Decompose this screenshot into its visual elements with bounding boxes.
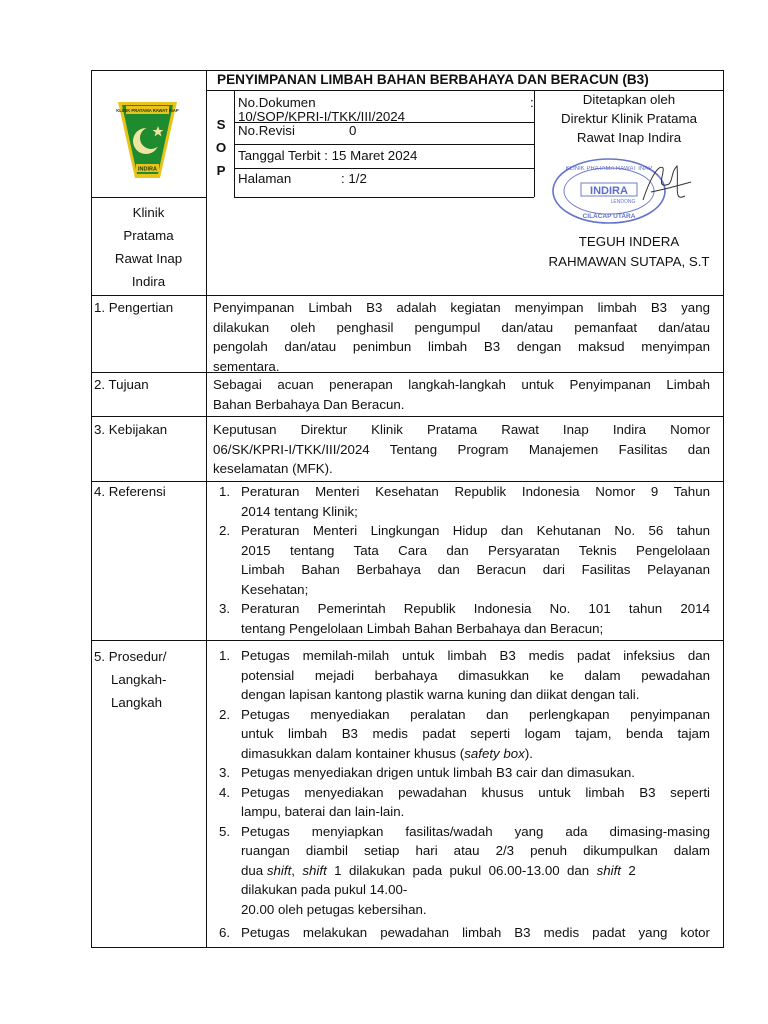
list-item-line bbox=[241, 744, 710, 764]
list-item bbox=[213, 783, 710, 822]
logo-divider bbox=[91, 197, 206, 198]
tanggal-terbit: Tanggal Terbit : 15 Maret 2024 bbox=[238, 148, 418, 163]
clinic-name-1: Klinik bbox=[132, 205, 165, 220]
italic-text: safety box bbox=[464, 745, 525, 761]
pengertian-label: 1. Pengertian bbox=[94, 300, 174, 315]
list-item-line: lampu, baterai dan lain-lain. bbox=[241, 804, 405, 819]
clinic-name-3: Rawat Inap bbox=[114, 251, 183, 266]
prosedur-label bbox=[94, 645, 204, 714]
list-item-line: potensial mejadi berbahaya dimasukkan ke dalam pewadahan bbox=[241, 667, 710, 683]
text-run: dua bbox=[241, 862, 267, 878]
halaman-value: : 1/2 bbox=[341, 171, 367, 186]
official-stamp bbox=[551, 156, 701, 226]
pengertian-line: sementara. bbox=[213, 358, 280, 374]
italic-text: shift bbox=[266, 862, 292, 878]
list-item-line bbox=[241, 861, 710, 881]
list-item-number: 2. bbox=[219, 523, 231, 538]
list-item-number: 5. bbox=[219, 823, 231, 839]
list-item-number: 4. bbox=[219, 784, 231, 800]
list-item-number: 1. bbox=[219, 484, 231, 499]
logo-bottom-text: INDIRA bbox=[138, 166, 157, 173]
list-item-line: tentang Pengelolaan Limbah Bahan Berbahaya dan Beracun; bbox=[241, 620, 604, 636]
no-dokumen-colon: : bbox=[530, 95, 534, 110]
italic-text: shift bbox=[596, 862, 621, 878]
column-divider bbox=[206, 70, 207, 948]
list-item-line: Kesehatan; bbox=[241, 581, 309, 597]
text-run: , bbox=[291, 862, 303, 878]
stamp-center-text: INDIRA bbox=[590, 185, 628, 197]
list-item-line: 20.00 oleh petugas kebersihan. bbox=[241, 901, 427, 917]
list-item-line: dengan lapisan kantong plastik warna kuning dan diikat dengan tali. bbox=[241, 687, 640, 702]
stamp-sub-text: LENDONG bbox=[610, 199, 636, 205]
list-item bbox=[213, 763, 710, 783]
document-title: PENYIMPANAN LIMBAH BAHAN BERBAHAYA DAN BERACUN (B3) bbox=[217, 72, 649, 87]
kebijakan-text bbox=[213, 420, 710, 479]
kebijakan-line: keselamatan (MFK). bbox=[213, 461, 333, 476]
tujuan-text bbox=[213, 375, 710, 414]
list-item-line: Petugas melakukan pewadahan limbah B3 medis padat yang kotor bbox=[241, 925, 710, 940]
referensi-bottom-line bbox=[91, 640, 724, 641]
list-item-line: Petugas menyediakan pewadahan khusus untuk limbah B3 seperti bbox=[241, 784, 710, 800]
list-item-line: dilakukan pada pukul 14.00- bbox=[241, 882, 408, 897]
header-bottom-line bbox=[91, 295, 724, 296]
doc-row-line-4 bbox=[234, 197, 534, 198]
list-item bbox=[213, 923, 710, 943]
list-item bbox=[213, 521, 710, 599]
director-name-2: RAHMAWAN SUTAPA, S.T bbox=[548, 254, 710, 269]
no-revisi-value: 0 bbox=[349, 123, 357, 138]
sop-document bbox=[91, 70, 724, 948]
list-item-number: 3. bbox=[219, 601, 231, 616]
ditetapkan-line-2: Direktur Klinik Pratama bbox=[561, 111, 697, 126]
kebijakan-line: Keputusan Direktur Klinik Pratama Rawat Inap Indira Nomor bbox=[213, 422, 710, 437]
logo-top-text: KLINIK PRATAMA RAWAT INAP bbox=[116, 108, 179, 113]
clinic-logo bbox=[116, 100, 179, 180]
pengertian-line: Penyimpanan Limbah B3 adalah kegiatan menyimpan limbah B3 yang bbox=[213, 300, 710, 315]
tujuan-line: Sebagai acuan penerapan langkah-langkah untuk Penyimpanan Limbah bbox=[213, 377, 710, 392]
no-dokumen-label: No.Dokumen bbox=[238, 95, 316, 110]
text-run: 1 dilakukan pada pukul 06.00-13.00 dan bbox=[326, 862, 597, 878]
list-item-line: Peraturan Menteri Lingkungan Hidup dan Kehutanan No. 56 tahun bbox=[241, 523, 710, 538]
no-revisi-label: No.Revisi bbox=[238, 123, 295, 138]
ditetapkan-line-1: Ditetapkan oleh bbox=[582, 92, 676, 107]
list-item-line: ruangan diambil setiap hari atau 2/3 penuh dikumpulkan dalam bbox=[241, 843, 710, 858]
pengertian-text bbox=[213, 298, 710, 376]
text-run: ). bbox=[524, 745, 533, 761]
halaman-label: Halaman bbox=[238, 171, 292, 186]
border-bottom bbox=[91, 947, 724, 948]
list-item-line: Peraturan Pemerintah Republik Indonesia No. 101 tahun 2014 bbox=[241, 601, 710, 616]
list-item-line: Petugas menyediakan peralatan dan perlengkapan penyimpanan bbox=[241, 706, 710, 722]
prosedur-label-line: Langkah- bbox=[111, 672, 167, 687]
list-item-number: 2. bbox=[219, 706, 231, 722]
list-item bbox=[213, 599, 710, 638]
clinic-name-4: Indira bbox=[131, 274, 166, 289]
list-item bbox=[213, 705, 710, 764]
doc-row-line-2 bbox=[234, 144, 534, 145]
list-item-line: Petugas menyediakan drigen untuk limbah B3 cair dan dimasukan. bbox=[241, 765, 635, 780]
no-dokumen-value: 10/SOP/KPRI-I/TKK/III/2024 bbox=[238, 110, 406, 122]
list-item-line: Petugas memilah-milah untuk limbah B3 medis padat infeksius dan bbox=[241, 648, 710, 663]
list-item-line: untuk limbah B3 medis padat seperti logam tajam, benda tajam bbox=[241, 726, 710, 741]
list-item-line: 2014 tentang Klinik; bbox=[241, 503, 358, 519]
director-name-1: TEGUH INDERA bbox=[578, 234, 680, 249]
prosedur-label-line: 5. Prosedur/ bbox=[94, 649, 167, 664]
list-item-line: Peraturan Menteri Kesehatan Republik Indonesia Nomor 9 Tahun bbox=[241, 484, 710, 499]
sop-letter-s: S bbox=[216, 117, 226, 132]
clinic-name-2: Pratama bbox=[123, 228, 174, 243]
kebijakan-label: 3. Kebijakan bbox=[94, 422, 168, 437]
stamp-bottom-text: CILACAP UTARA bbox=[582, 213, 636, 220]
border-right bbox=[723, 70, 724, 948]
prosedur-list bbox=[213, 646, 710, 943]
list-item-line: Petugas menyiapkan fasilitas/wadah yang ada dimasing-masing bbox=[241, 823, 710, 839]
kebijakan-line: 06/SK/KPRI-I/TKK/III/2024 Tentang Program Manajemen Fasilitas dan bbox=[213, 441, 710, 457]
list-item-number: 3. bbox=[219, 765, 231, 780]
pengertian-line: pengolah dan/atau penimbun limbah B3 dengan maksud menyimpan bbox=[213, 339, 710, 354]
referensi-label: 4. Referensi bbox=[94, 484, 166, 499]
text-run: 2 bbox=[620, 862, 636, 878]
list-item-number: 6. bbox=[219, 925, 231, 940]
list-item bbox=[213, 482, 710, 521]
tujuan-label: 2. Tujuan bbox=[94, 377, 149, 392]
pengertian-line: dilakukan oleh penghasil pengumpul dan/atau pemanfaat dan/atau bbox=[213, 319, 710, 335]
sop-letter-p: P bbox=[216, 163, 226, 178]
referensi-list bbox=[213, 482, 710, 638]
ditetapkan-line-3: Rawat Inap Indira bbox=[576, 130, 682, 145]
tujuan-bottom-line bbox=[91, 416, 724, 417]
prosedur-label-line: Langkah bbox=[111, 695, 163, 710]
list-item bbox=[213, 822, 710, 920]
text-run: dimasukkan dalam kontainer khusus ( bbox=[241, 745, 465, 761]
list-item bbox=[213, 646, 710, 705]
tujuan-line: Bahan Berbahaya Dan Beracun. bbox=[213, 396, 405, 412]
stamp-ring-text: KLINIK PRATAMA RAWAT INAP bbox=[565, 166, 653, 172]
sop-letter-o: O bbox=[215, 140, 227, 155]
list-item-line: 2015 tentang Tata Cara dan Persyaratan Teknis Pengelolaan bbox=[241, 542, 710, 558]
list-item-number: 1. bbox=[219, 648, 231, 663]
list-item-line: Limbah Bahan Berbahaya dan Beracun dari Fasilitas Pelayanan bbox=[241, 562, 710, 577]
italic-text: shift bbox=[302, 862, 327, 878]
